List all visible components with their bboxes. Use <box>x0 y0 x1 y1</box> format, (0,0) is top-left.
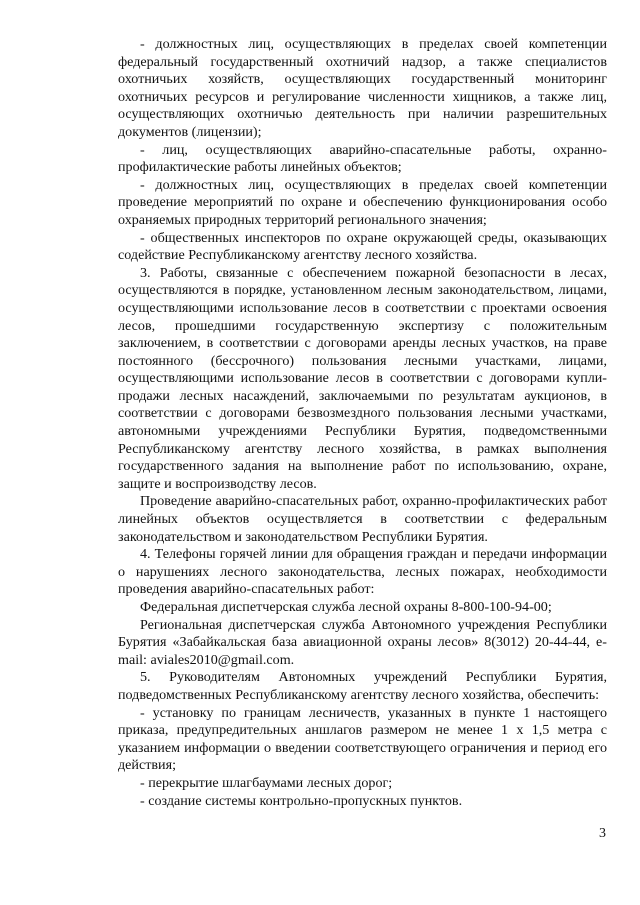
paragraph-rescue-workers: - лиц, осуществляющих аварийно-спасательные работы, охранно-профилактические работы линейных объектов; <box>118 141 607 176</box>
paragraph-checkpoints: - создание системы контрольно-пропускных пунктов. <box>140 792 463 809</box>
page-number: 3 <box>599 826 606 841</box>
paragraph-item-3-fire-safety: 3. Работы, связанные с обеспечением пожарной безопасности в лесах, осуществляются в порядке, установленном лесным законодательством, лицами, осуществляющими использование лесов в соответствии с проектами освоения лесов, прошедшими государственную экспертизу с положительным заключением, в соответствии с договорами аренды лесных участков, на праве постоянного (бессрочного) пользования лесными участками, лицами, осуществляющими использование лесов в соответствии с договорами купли-продажи лесных насаждений, заключаемыми по результатам аукционов, в соответствии с договорами безвозмездного пользования лесными участками, автономными учреждениями Республики Бурятия, подведомственными Республиканскому агентству лесного хозяйства, в рамках выполнения государственного задания на выполнение работ по использованию, охране, защите и воспроизводству лесов. <box>118 264 607 492</box>
paragraph-regional-dispatch: Региональная диспетчерская служба Автономного учреждения Республики Бурятия «Забайкальская база авиационной охраны лесов» 8(3012) 20-44-44, e-mail: aviales2010@gmail.com. <box>118 616 607 668</box>
paragraph-road-barriers: - перекрытие шлагбаумами лесных дорог; <box>140 774 393 791</box>
paragraph-public-inspectors: - общественных инспекторов по охране окружающей среды, оказывающих содействие Республиканскому агентству лесного хозяйства. <box>118 229 607 264</box>
paragraph-hunting-officials: - должностных лиц, осуществляющих в пределах своей компетенции федеральный государственный охотничий надзор, а также специалистов охотничьих хозяйств, осуществляющих государственный мониторинг охотничьих ресурсов и регулирование численности хищников, а также лиц, осуществляющих охотничью деятельность при наличии разрешительных документов (лицензии); <box>118 36 607 140</box>
paragraph-item-5-directors: 5. Руководителям Автономных учреждений Республики Бурятия, подведомственных Республиканскому агентству лесного хозяйства, обеспечить: <box>118 669 607 703</box>
paragraph-protected-areas-officials: - должностных лиц, осуществляющих в пределах своей компетенции проведение мероприятий по охране и обеспечению функционирования особо охраняемых природных территорий регионального значения; <box>118 176 607 228</box>
paragraph-item-4-hotline: 4. Телефоны горячей линии для обращения граждан и передачи информации о нарушениях лесного законодательства, лесных пожарах, необходимости проведения аварийно-спасательных работ: <box>118 546 607 598</box>
paragraph-signs-installation: - установку по границам лесничеств, указанных в пункте 1 настоящего приказа, предупредительных аншлагов размером не менее 1 х 1,5 метра с указанием информации о введении соответствующего ограничения и период его действия; <box>118 704 607 774</box>
paragraph-federal-dispatch: Федеральная диспетчерская служба лесной охраны 8-800-100-94-00; <box>140 599 552 615</box>
document-body <box>118 36 607 810</box>
paragraph-rescue-works: Проведение аварийно-спасательных работ, охранно-профилактических работ линейных объектов осуществляется в соответствии с федеральным законодательством и законодательством Республики Бурятия. <box>118 493 607 545</box>
